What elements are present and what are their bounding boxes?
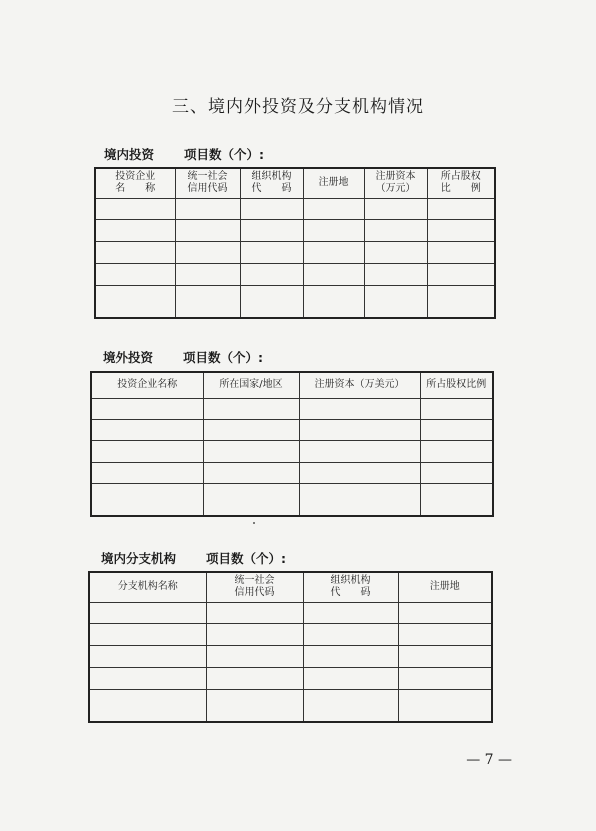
overseas-investment-table bbox=[90, 371, 494, 517]
domestic-section-label: 境内投资 bbox=[104, 147, 155, 162]
table-row bbox=[95, 263, 495, 285]
table-cell bbox=[89, 667, 206, 689]
column-header-text: 代 码 bbox=[251, 183, 292, 195]
table-cell bbox=[427, 198, 495, 220]
table-cell bbox=[203, 419, 299, 440]
table-cell bbox=[364, 220, 427, 242]
branches-count-label: 项目数（个）: bbox=[206, 551, 287, 566]
column-header-text: 投资企业名称 bbox=[117, 379, 178, 391]
table-cell bbox=[91, 484, 203, 516]
table-cell bbox=[398, 624, 492, 646]
table-cell bbox=[240, 263, 303, 285]
table-cell bbox=[427, 263, 495, 285]
table-cell bbox=[95, 220, 175, 242]
overseas-column-header bbox=[91, 372, 203, 398]
domestic-column-header bbox=[240, 168, 303, 198]
table-cell bbox=[89, 689, 206, 722]
page-number: — 7 — bbox=[466, 752, 512, 768]
column-header-text: 所占股权比例 bbox=[426, 379, 487, 391]
column-header-text: 注册地 bbox=[318, 177, 349, 189]
table-cell bbox=[398, 667, 492, 689]
branches-column-header bbox=[398, 572, 492, 602]
overseas-count-label: 项目数（个）: bbox=[183, 350, 264, 365]
table-cell bbox=[303, 220, 364, 242]
table-cell bbox=[303, 646, 398, 668]
stray-mark bbox=[253, 522, 255, 524]
table-cell bbox=[303, 624, 398, 646]
column-header-text: 投资企业 bbox=[115, 171, 156, 183]
column-header-text: 信用代码 bbox=[187, 183, 228, 195]
column-header-text: （万元） bbox=[375, 183, 416, 195]
table-row bbox=[91, 484, 493, 516]
table-cell bbox=[303, 285, 364, 318]
branches-column-header bbox=[206, 572, 303, 602]
branches-column-header bbox=[89, 572, 206, 602]
table-cell bbox=[95, 263, 175, 285]
table-row bbox=[95, 242, 495, 264]
table-cell bbox=[364, 263, 427, 285]
table-cell bbox=[299, 462, 420, 483]
table-cell bbox=[303, 689, 398, 722]
table-row bbox=[89, 624, 492, 646]
domestic-column-header bbox=[427, 168, 495, 198]
domestic-investment-table bbox=[94, 167, 496, 319]
domestic-column-header bbox=[364, 168, 427, 198]
table-cell bbox=[398, 646, 492, 668]
table-row bbox=[91, 419, 493, 440]
table-cell bbox=[89, 624, 206, 646]
table-cell bbox=[91, 462, 203, 483]
table-cell bbox=[364, 285, 427, 318]
table-cell bbox=[303, 263, 364, 285]
table-row bbox=[95, 285, 495, 318]
table-cell bbox=[240, 220, 303, 242]
table-cell bbox=[420, 462, 493, 483]
table-cell bbox=[398, 689, 492, 722]
column-header-text: 注册资本 bbox=[375, 171, 416, 183]
column-header-text: 注册资本（万美元） bbox=[314, 379, 405, 391]
table-cell bbox=[303, 198, 364, 220]
table-cell bbox=[91, 398, 203, 419]
table-cell bbox=[303, 242, 364, 264]
column-header-text: 比 例 bbox=[440, 183, 481, 195]
overseas-section-header bbox=[103, 348, 263, 366]
table-cell bbox=[89, 646, 206, 668]
table-cell bbox=[91, 419, 203, 440]
column-header-text: 组织机构 bbox=[251, 171, 292, 183]
table-cell bbox=[420, 441, 493, 462]
table-row bbox=[89, 667, 492, 689]
column-header-text: 统一社会 bbox=[234, 575, 275, 587]
table-cell bbox=[299, 419, 420, 440]
table-cell bbox=[427, 220, 495, 242]
table-cell bbox=[95, 242, 175, 264]
table-cell bbox=[206, 646, 303, 668]
table-row bbox=[95, 198, 495, 220]
branches-section-label: 境内分支机构 bbox=[101, 551, 177, 566]
table-cell bbox=[427, 242, 495, 264]
table-cell bbox=[175, 285, 240, 318]
column-header-text: 统一社会 bbox=[187, 171, 228, 183]
domestic-section-header bbox=[104, 145, 264, 163]
column-header-text: 组织机构 bbox=[330, 575, 371, 587]
column-header-text: 代 码 bbox=[330, 587, 371, 599]
table-cell bbox=[206, 689, 303, 722]
table-cell bbox=[364, 198, 427, 220]
table-cell bbox=[95, 285, 175, 318]
domestic-column-header bbox=[175, 168, 240, 198]
overseas-column-header bbox=[203, 372, 299, 398]
table-cell bbox=[303, 667, 398, 689]
column-header-text: 所占股权 bbox=[440, 171, 481, 183]
table-cell bbox=[175, 198, 240, 220]
table-row bbox=[89, 602, 492, 624]
table-cell bbox=[364, 242, 427, 264]
table-cell bbox=[89, 602, 206, 624]
table-cell bbox=[206, 602, 303, 624]
column-header-text: 信用代码 bbox=[234, 587, 275, 599]
table-cell bbox=[203, 462, 299, 483]
overseas-column-header bbox=[299, 372, 420, 398]
table-cell bbox=[175, 242, 240, 264]
branch-offices-table bbox=[88, 571, 493, 723]
table-cell bbox=[398, 602, 492, 624]
column-header-text: 分支机构名称 bbox=[117, 581, 178, 593]
column-header-text: 注册地 bbox=[429, 581, 460, 593]
table-cell bbox=[299, 441, 420, 462]
overseas-section-label: 境外投资 bbox=[103, 350, 154, 365]
table-cell bbox=[240, 242, 303, 264]
table-cell bbox=[175, 220, 240, 242]
branches-column-header bbox=[303, 572, 398, 602]
table-cell bbox=[427, 285, 495, 318]
table-cell bbox=[91, 441, 203, 462]
table-cell bbox=[303, 602, 398, 624]
table-cell bbox=[299, 484, 420, 516]
domestic-column-header bbox=[95, 168, 175, 198]
table-cell bbox=[206, 667, 303, 689]
table-cell bbox=[420, 484, 493, 516]
table-row bbox=[89, 646, 492, 668]
domestic-count-label: 项目数（个）: bbox=[184, 147, 265, 162]
table-cell bbox=[299, 398, 420, 419]
domestic-column-header bbox=[303, 168, 364, 198]
table-cell bbox=[240, 285, 303, 318]
branches-section-header bbox=[101, 549, 286, 567]
table-cell bbox=[203, 484, 299, 516]
table-cell bbox=[420, 398, 493, 419]
table-cell bbox=[240, 198, 303, 220]
table-cell bbox=[206, 624, 303, 646]
table-cell bbox=[420, 419, 493, 440]
table-row bbox=[91, 462, 493, 483]
table-cell bbox=[203, 398, 299, 419]
overseas-column-header bbox=[420, 372, 493, 398]
column-header-text: 所在国家/地区 bbox=[219, 379, 283, 391]
table-row bbox=[91, 398, 493, 419]
table-row bbox=[95, 220, 495, 242]
table-cell bbox=[203, 441, 299, 462]
table-row bbox=[91, 441, 493, 462]
table-row bbox=[89, 689, 492, 722]
column-header-text: 名 称 bbox=[115, 183, 156, 195]
table-cell bbox=[95, 198, 175, 220]
page-title: 三、境内外投资及分支机构情况 bbox=[172, 97, 424, 117]
table-cell bbox=[175, 263, 240, 285]
